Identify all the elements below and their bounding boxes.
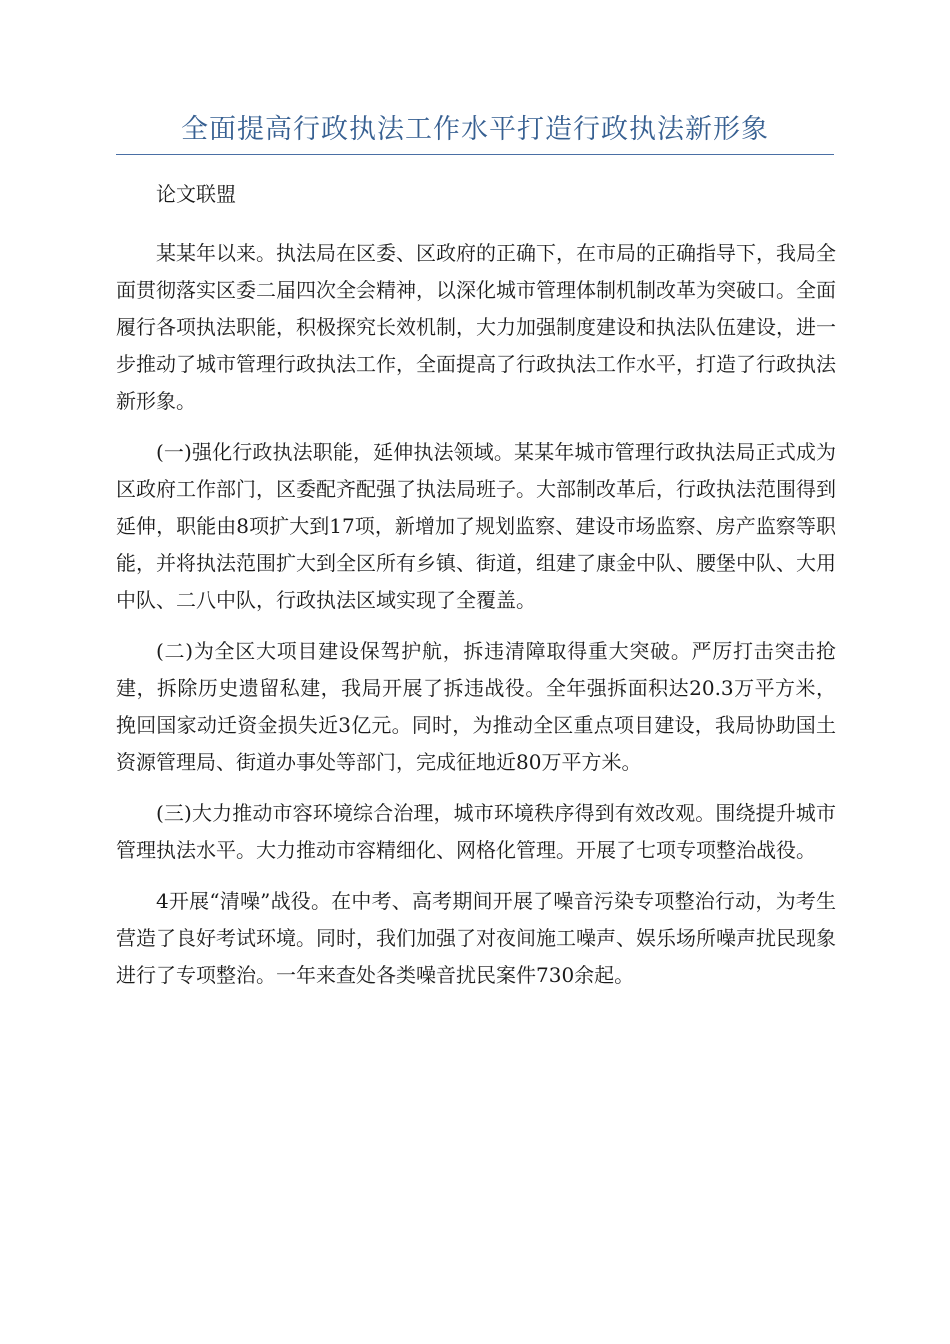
paragraph-section-3: (三)大力推动市容环境综合治理，城市环境秩序得到有效改观。围绕提升城市管理执法水平。大力推动市容精细化、网格化管理。开展了七项专项整治战役。 [116, 801, 836, 862]
document-body [116, 176, 836, 1008]
document-title: 全面提高行政执法工作水平打造行政执法新形象 [181, 114, 769, 145]
paragraph-section-2: (二)为全区大项目建设保驾护航，拆违清障取得重大突破。严厉打击突击抢建，拆除历史遗留私建，我局开展了拆违战役。全年强拆面积达20.3万平方米，挽回国家动迁资金损失近3亿元。同时，为推动全区重点项目建设，我局协助国土资源管理局、街道办事处等部门，完成征地近80万平方米。 [116, 639, 836, 774]
paragraph-section-1: (一)强化行政执法职能，延伸执法领域。某某年城市管理行政执法局正式成为区政府工作部门，区委配齐配强了执法局班子。大部制改革后，行政执法范围得到延伸，职能由8项扩大到17项，新增加了规划监察、建设市场监察、房产监察等职能，并将执法范围扩大到全区所有乡镇、街道，组建了康金中队、腰堡中队、大用中队、二八中队，行政执法区域实现了全覆盖。 [116, 440, 836, 612]
paragraph-intro: 某某年以来。执法局在区委、区政府的正确下，在市局的正确指导下，我局全面贯彻落实区委二届四次全会精神，以深化城市管理体制机制改革为突破口。全面履行各项执法职能，积极探究长效机制，大力加强制度建设和执法队伍建设，进一步推动了城市管理行政执法工作，全面提高了行政执法工作水平，打造了行政执法新形象。 [116, 241, 836, 413]
title-block [116, 112, 834, 155]
author-line: 论文联盟 [156, 182, 236, 206]
paragraph-item-4: 4开展“清噪”战役。在中考、高考期间开展了噪音污染专项整治行动，为考生营造了良好考试环境。同时，我们加强了对夜间施工噪声、娱乐场所噪声扰民现象进行了专项整治。一年来查处各类噪音扰民案件730余起。 [116, 889, 836, 987]
